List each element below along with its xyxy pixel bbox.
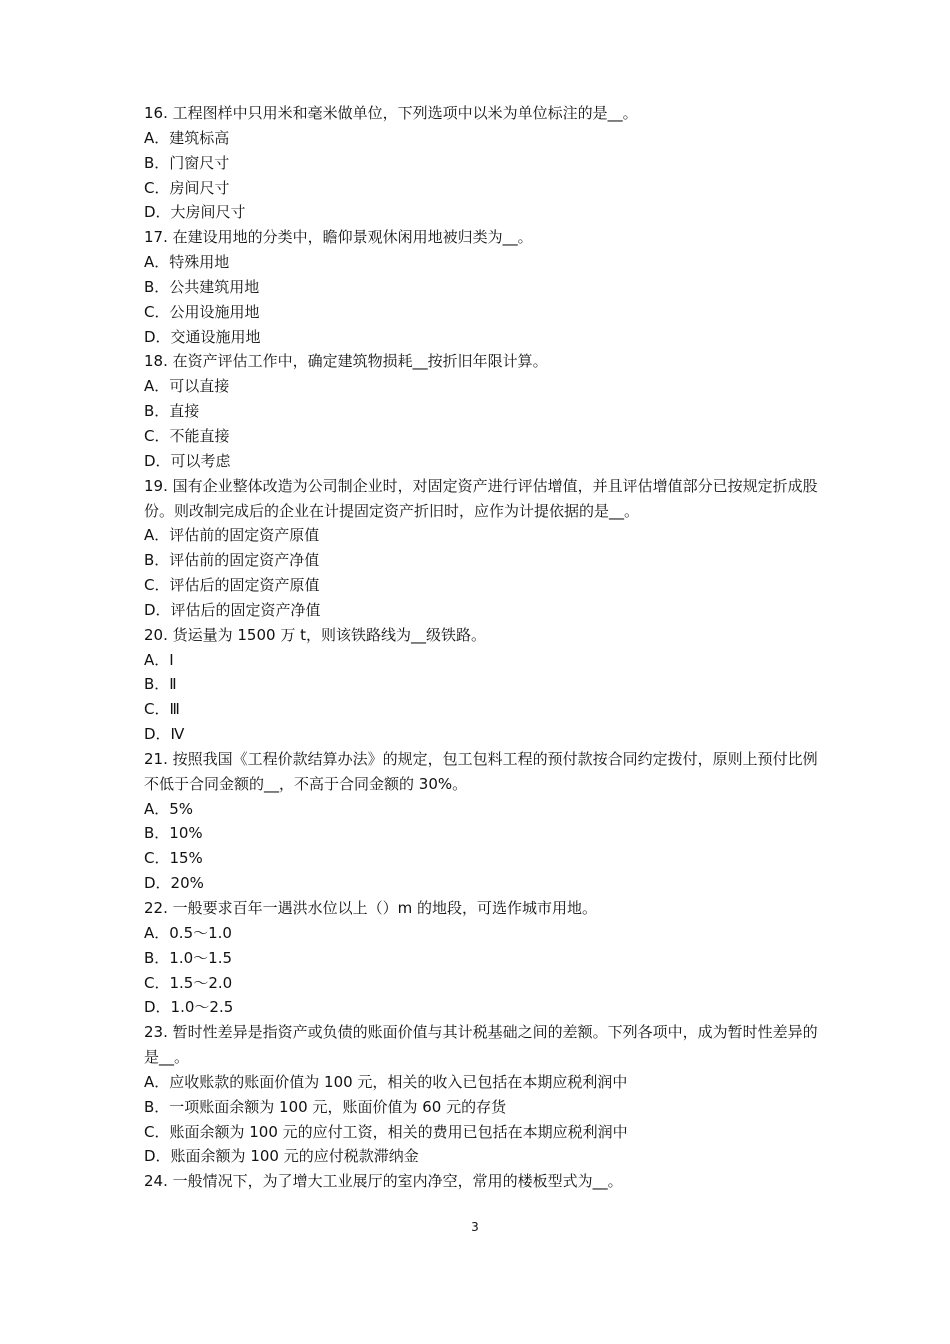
page-number: 3: [471, 1220, 479, 1234]
option-a: A．建筑标高: [144, 128, 230, 147]
question-24: [144, 1169, 824, 1194]
option-c: C．账面余额为 100 元的应付工资，相关的费用已包括在本期应税利润中: [144, 1122, 628, 1141]
question-23: [144, 1020, 824, 1169]
option-d: D．交通设施用地: [144, 327, 261, 346]
option-b: B．门窗尺寸: [144, 153, 230, 172]
option-a: A．Ⅰ: [144, 650, 174, 669]
option-d: D．Ⅳ: [144, 725, 185, 744]
option-d: D．评估后的固定资产净值: [144, 600, 321, 619]
option-a: A．0.5～1.0: [144, 923, 232, 942]
option-c: C．15%: [144, 849, 203, 868]
option-d: D．账面余额为 100 元的应付税款滞纳金: [144, 1147, 419, 1166]
question-stem: 18. 在资产评估工作中，确定建筑物损耗__按折旧年限计算。: [144, 352, 548, 371]
option-c: C．Ⅲ: [144, 700, 180, 719]
option-a: A．5%: [144, 799, 194, 818]
question-20: [144, 623, 824, 747]
option-c: C．1.5～2.0: [144, 973, 233, 992]
option-d: D．1.0～2.5: [144, 998, 234, 1017]
option-a: A．评估前的固定资产原值: [144, 526, 320, 545]
option-d: D．20%: [144, 874, 204, 893]
option-c: C．评估后的固定资产原值: [144, 576, 320, 595]
question-21: [144, 747, 824, 896]
option-b: B．评估前的固定资产净值: [144, 551, 320, 570]
option-c: C．公用设施用地: [144, 302, 260, 321]
option-a: A．可以直接: [144, 377, 230, 396]
question-stem: 22. 一般要求百年一遇洪水位以上（）m 的地段，可选作城市用地。: [144, 899, 598, 917]
question-19: [144, 474, 824, 623]
option-c: C．房间尺寸: [144, 178, 230, 197]
option-a: A．应收账款的账面价值为 100 元，相关的收入已包括在本期应税利润中: [144, 1072, 628, 1091]
option-b: B．公共建筑用地: [144, 277, 260, 296]
option-a: A．特殊用地: [144, 253, 230, 272]
question-stem: 20. 货运量为 1500 万 t，则该铁路线为__级铁路。: [144, 625, 486, 644]
question-list: [144, 101, 824, 1194]
option-d: D．可以考虑: [144, 451, 231, 470]
question-stem: 24. 一般情况下，为了增大工业展厅的室内净空，常用的楼板型式为__。: [144, 1172, 623, 1191]
question-stem: 23. 暂时性差异是指资产或负债的账面价值与其计税基础之间的差额。下列各项中，成为暂时性差异的是__。: [144, 1023, 818, 1067]
option-b: B．Ⅱ: [144, 675, 177, 694]
option-c: C．不能直接: [144, 426, 230, 445]
option-d: D．大房间尺寸: [144, 203, 246, 222]
question-stem: 19. 国有企业整体改造为公司制企业时，对固定资产进行评估增值，并且评估增值部分已按规定折成股份。则改制完成后的企业在计提固定资产折旧时，应作为计提依据的是__。: [144, 476, 818, 520]
question-22: [144, 896, 824, 1020]
question-stem: 17. 在建设用地的分类中，瞻仰景观休闲用地被归类为__。: [144, 228, 533, 247]
question-16: [144, 101, 824, 225]
option-b: B．1.0～1.5: [144, 948, 233, 967]
option-b: B．直接: [144, 402, 200, 421]
option-b: B．一项账面余额为 100 元，账面价值为 60 元的存货: [144, 1097, 507, 1116]
question-17: [144, 225, 824, 349]
question-18: [144, 349, 824, 473]
question-stem: 16. 工程图样中只用米和毫米做单位，下列选项中以米为单位标注的是__。: [144, 104, 638, 122]
question-stem: 21. 按照我国《工程价款结算办法》的规定，包工包料工程的预付款按合同约定拨付，原则上预付比例不低于合同金额的__，不高于合同金额的 30%。: [144, 749, 818, 793]
option-b: B．10%: [144, 824, 203, 843]
